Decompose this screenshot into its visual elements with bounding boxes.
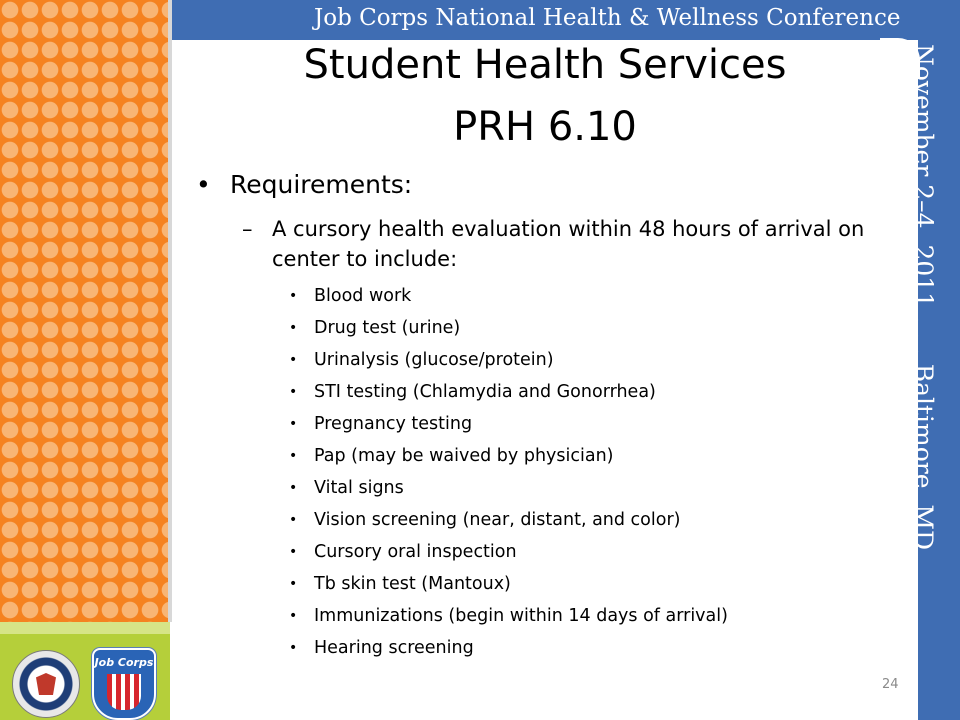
conference-title: Job Corps National Health & Wellness Conference: [314, 5, 901, 31]
list-item-text: Tb skin test (Mantoux): [314, 574, 511, 594]
bullet-icon: •: [289, 384, 298, 400]
job-corps-logo-text: Job Corps: [94, 656, 154, 669]
job-corps-logo-icon: [92, 648, 156, 720]
list-item-text: Immunizations (begin within 14 days of arrival): [314, 606, 728, 626]
requirements-heading: Requirements:: [230, 170, 413, 199]
bullet-icon: •: [289, 608, 298, 624]
bullet-icon: •: [289, 576, 298, 592]
strip-divider: [168, 0, 172, 622]
list-item-text: STI testing (Chlamydia and Gonorrhea): [314, 382, 656, 402]
slide-subtitle: PRH 6.10: [453, 104, 637, 150]
bullet-icon: •: [289, 320, 298, 336]
bullet-icon: •: [289, 512, 298, 528]
list-item-text: Urinalysis (glucose/protein): [314, 350, 554, 370]
list-item-text: Vision screening (near, distant, and color): [314, 510, 681, 530]
list-item-text: Blood work: [314, 286, 412, 306]
bullet-icon: •: [289, 544, 298, 560]
slide-title: Student Health Services: [303, 42, 787, 88]
bullet-icon: •: [289, 352, 298, 368]
decorative-dot-strip: [0, 0, 170, 622]
page-number: 24: [882, 677, 899, 692]
list-item-text: Hearing screening: [314, 638, 474, 658]
bullet-icon: •: [289, 416, 298, 432]
dash-icon: –: [242, 217, 253, 241]
list-item-text: Pap (may be waived by physician): [314, 446, 614, 466]
bullet-icon: •: [289, 448, 298, 464]
bullet-icon: •: [289, 480, 298, 496]
bullet-icon: •: [289, 288, 298, 304]
department-of-labor-seal-icon: [12, 650, 80, 718]
job-corps-flag-shield-icon: [107, 674, 141, 710]
list-item-text: Pregnancy testing: [314, 414, 473, 434]
list-item-text: Cursory oral inspection: [314, 542, 517, 562]
conference-top-banner: [172, 0, 960, 40]
seal-shield-icon: [36, 673, 56, 695]
logo-panel-band: [0, 622, 170, 634]
evaluation-text: A cursory health evaluation within 48 hours of arrival on center to include:: [272, 217, 865, 271]
conference-date-location: November 2–4, 2011 . . . Baltimore, MD: [909, 44, 938, 551]
list-item-text: Drug test (urine): [314, 318, 461, 338]
bullet-icon: •: [196, 170, 211, 199]
list-item-text: Vital signs: [314, 478, 404, 498]
bullet-icon: •: [289, 640, 298, 656]
